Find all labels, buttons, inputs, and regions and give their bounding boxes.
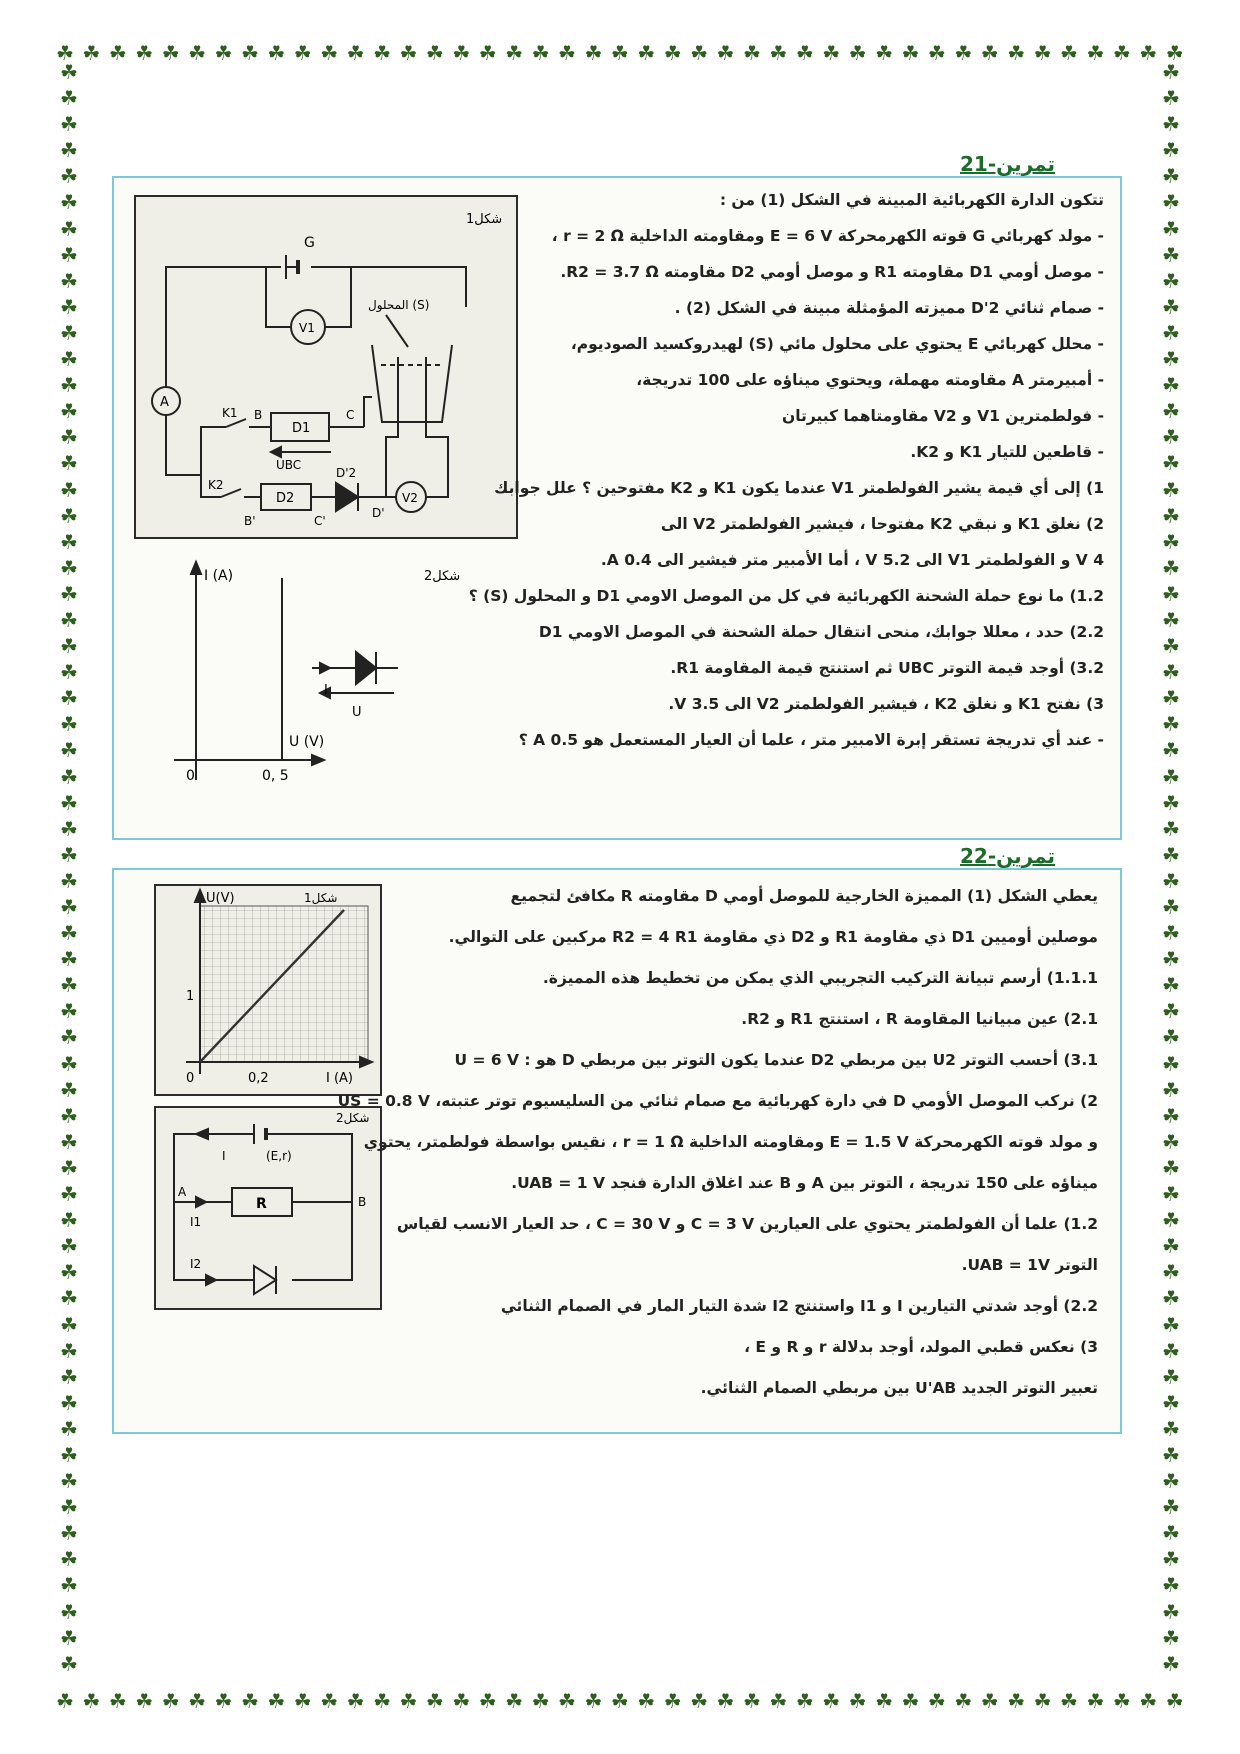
exercise-22-line: التوتر UAB = 1V. — [961, 1256, 1098, 1274]
palm-icon: ☘ — [60, 1599, 78, 1624]
palm-icon: ☘ — [584, 41, 603, 65]
resistor-d1-label: D1 — [292, 421, 311, 436]
graph-y-axis-label: U(V) — [206, 891, 235, 906]
palm-icon: ☘ — [716, 1689, 735, 1713]
resistor-r-label: R — [256, 1196, 267, 1212]
palm-icon: ☘ — [60, 1625, 78, 1650]
palm-icon: ☘ — [1162, 86, 1180, 111]
current-i-label: I — [324, 683, 328, 698]
origin-label: 0 — [186, 768, 195, 784]
voltmeter-1-label: V1 — [299, 321, 315, 335]
palm-icon: ☘ — [1162, 1182, 1180, 1207]
palm-icon: ☘ — [1162, 1077, 1180, 1102]
border-right — [1158, 62, 1184, 1674]
palm-icon: ☘ — [60, 712, 78, 737]
exercise-22-line: 1.1.1) أرسم تبيانة التركيب التجريبي الذي يمكن من تخطيط هذه المميزة. — [542, 969, 1098, 987]
palm-icon: ☘ — [135, 41, 154, 65]
palm-icon: ☘ — [60, 1521, 78, 1546]
palm-icon: ☘ — [1162, 242, 1180, 267]
palm-icon: ☘ — [1162, 268, 1180, 293]
palm-icon: ☘ — [1112, 1689, 1131, 1713]
palm-icon: ☘ — [56, 1689, 74, 1713]
palm-icon: ☘ — [1162, 451, 1180, 476]
exercise-21-line: 3) نفتح K1 و نغلق K2 ، فيشير الفولطمتر V2 الى 3.5 V. — [668, 695, 1104, 713]
palm-icon: ☘ — [1162, 790, 1180, 815]
figure-1-label: شكل1 — [304, 891, 338, 905]
palm-icon: ☘ — [60, 1338, 78, 1363]
palm-icon: ☘ — [795, 1689, 814, 1713]
palm-icon: ☘ — [60, 816, 78, 841]
ammeter-label: A — [160, 395, 169, 410]
exercise-22-line: يعطي الشكل (1) المميزة الخارجية للموصل أومي D مقاومته R مكافئ لتجميع — [510, 887, 1098, 905]
palm-icon: ☘ — [267, 41, 286, 65]
exercise-21-box — [112, 176, 1122, 840]
graph-origin: 0 — [186, 1071, 195, 1086]
circuit-diagram — [136, 197, 516, 537]
palm-icon: ☘ — [293, 1689, 312, 1713]
palm-icon: ☘ — [60, 973, 78, 998]
palm-icon: ☘ — [1162, 555, 1180, 580]
palm-icon: ☘ — [1162, 1364, 1180, 1389]
palm-icon: ☘ — [1162, 1103, 1180, 1128]
exercise-22-line: 3.1) أحسب التوتر U2 بين مربطي D2 عندما يكون التوتر بين مربطي D هو : U = 6 V — [454, 1051, 1098, 1069]
palm-icon: ☘ — [637, 41, 656, 65]
palm-icon: ☘ — [82, 1689, 101, 1713]
exercise-21-line: - موصل أومي D1 مقاومته R1 و موصل أومي D2 مقاومته R2 = 3.7 Ω. — [560, 263, 1104, 281]
palm-icon: ☘ — [1162, 921, 1180, 946]
node-b-label: B — [254, 408, 263, 422]
palm-icon: ☘ — [505, 1689, 524, 1713]
node-c-label: C — [346, 408, 355, 422]
palm-icon: ☘ — [769, 1689, 788, 1713]
palm-icon: ☘ — [558, 41, 576, 65]
palm-icon: ☘ — [60, 242, 78, 267]
exercise-21-line: 3.2) أوجد قيمة التوتر UBC ثم استنتج قيمة المقاومة R1. — [670, 659, 1104, 677]
palm-icon: ☘ — [980, 1689, 999, 1713]
palm-icon: ☘ — [240, 1689, 259, 1713]
palm-icon: ☘ — [60, 660, 78, 685]
palm-icon: ☘ — [1162, 1234, 1180, 1259]
palm-icon: ☘ — [1033, 41, 1052, 65]
border-left — [56, 62, 82, 1674]
palm-icon: ☘ — [346, 41, 365, 65]
palm-icon: ☘ — [60, 1260, 78, 1285]
palm-icon: ☘ — [60, 1495, 78, 1520]
palm-icon: ☘ — [690, 41, 709, 65]
palm-icon: ☘ — [60, 581, 78, 606]
palm-icon: ☘ — [1162, 425, 1180, 450]
palm-icon: ☘ — [1162, 1025, 1180, 1050]
border-bottom — [56, 1688, 1184, 1714]
palm-icon: ☘ — [901, 1689, 920, 1713]
palm-icon: ☘ — [60, 738, 78, 763]
palm-icon: ☘ — [1162, 1625, 1180, 1650]
palm-icon: ☘ — [1162, 607, 1180, 632]
solution-label: المحلول (S) — [368, 298, 430, 312]
palm-icon: ☘ — [82, 41, 101, 65]
exercise-21-line: - أمبيرمتر A مقاومته مهملة، ويحتوي ميناؤه على 100 تدريجة، — [636, 371, 1104, 389]
palm-icon: ☘ — [60, 216, 78, 241]
palm-icon: ☘ — [60, 399, 78, 424]
palm-icon: ☘ — [240, 41, 259, 65]
palm-icon: ☘ — [60, 529, 78, 554]
palm-icon: ☘ — [60, 1208, 78, 1233]
palm-icon: ☘ — [60, 1469, 78, 1494]
exercise-22-figure-2 — [154, 1106, 382, 1310]
exercise-21-figure-2 — [134, 558, 514, 808]
palm-icon: ☘ — [60, 764, 78, 789]
palm-icon: ☘ — [108, 41, 127, 65]
palm-icon: ☘ — [769, 41, 788, 65]
voltage-u-label: U — [352, 705, 362, 720]
palm-icon: ☘ — [60, 268, 78, 293]
palm-icon: ☘ — [610, 1689, 629, 1713]
exercise-21-title: تمرين-21 — [960, 152, 1056, 176]
palm-icon: ☘ — [60, 1155, 78, 1180]
palm-icon: ☘ — [60, 164, 78, 189]
palm-icon: ☘ — [60, 1573, 78, 1598]
palm-icon: ☘ — [60, 1286, 78, 1311]
exercise-22-line: و مولد قوته الكهرمحركة E = 1.5 V ومقاومته الداخلية r = 1 Ω ، نقيس بواسطة فولطمتر، يحتوي — [363, 1133, 1098, 1151]
node-a-label: A — [178, 1185, 187, 1199]
palm-icon: ☘ — [60, 555, 78, 580]
palm-icon: ☘ — [399, 41, 418, 65]
graph-y-tick: 1 — [186, 989, 195, 1004]
palm-icon: ☘ — [1162, 373, 1180, 398]
palm-icon: ☘ — [795, 41, 814, 65]
palm-icon: ☘ — [1162, 1416, 1180, 1441]
palm-icon: ☘ — [60, 1129, 78, 1154]
current-i-label: I — [222, 1149, 226, 1163]
exercise-22-line: موصلين أوميين D1 ذي مقاومة R1 و D2 ذي مقاومة R2 = 4 R1 مركبين على التوالي. — [448, 928, 1098, 946]
generator-label: G — [304, 235, 315, 251]
palm-icon: ☘ — [60, 451, 78, 476]
palm-icon: ☘ — [60, 503, 78, 528]
exercise-22-line: 2.2) أوجد شدتي التيارين I و I1 واستنتج I2 شدة التيار المار في الصمام الثنائي — [500, 1297, 1098, 1315]
palm-icon: ☘ — [1162, 1338, 1180, 1363]
palm-icon: ☘ — [1162, 60, 1180, 84]
palm-icon: ☘ — [505, 41, 524, 65]
palm-icon: ☘ — [663, 1689, 682, 1713]
palm-icon: ☘ — [373, 1689, 391, 1713]
palm-icon: ☘ — [60, 1416, 78, 1441]
palm-icon: ☘ — [60, 1051, 78, 1076]
palm-icon: ☘ — [188, 41, 207, 65]
palm-icon: ☘ — [1162, 842, 1180, 867]
palm-icon: ☘ — [60, 294, 78, 319]
palm-icon: ☘ — [60, 60, 78, 84]
palm-icon: ☘ — [1162, 1442, 1180, 1467]
palm-icon: ☘ — [531, 1689, 550, 1713]
palm-icon: ☘ — [1165, 41, 1184, 65]
palm-icon: ☘ — [60, 947, 78, 972]
palm-icon: ☘ — [1162, 1208, 1180, 1233]
palm-icon: ☘ — [1162, 1286, 1180, 1311]
palm-icon: ☘ — [1162, 634, 1180, 659]
palm-icon: ☘ — [60, 1025, 78, 1050]
exercise-22-figure-1 — [154, 884, 382, 1096]
palm-icon: ☘ — [742, 41, 761, 65]
figure-2-label: شكل2 — [424, 569, 461, 584]
palm-icon: ☘ — [60, 112, 78, 137]
palm-icon: ☘ — [1139, 1689, 1158, 1713]
palm-icon: ☘ — [1162, 320, 1180, 345]
diode-label: D'2 — [336, 466, 357, 480]
exercise-21-line: - مولد كهربائي G قوته الكهرمحركة E = 6 V ومقاومته الداخلية r = 2 Ω ، — [551, 227, 1104, 245]
palm-icon: ☘ — [425, 41, 444, 65]
characteristic-graph — [156, 886, 380, 1094]
palm-icon: ☘ — [60, 1364, 78, 1389]
palm-icon: ☘ — [742, 1689, 761, 1713]
palm-icon: ☘ — [1162, 190, 1180, 215]
palm-icon: ☘ — [1162, 1260, 1180, 1285]
palm-icon: ☘ — [901, 41, 920, 65]
node-b2-label: B' — [244, 514, 256, 528]
node-c2-label: C' — [314, 514, 326, 528]
palm-icon: ☘ — [1162, 1651, 1180, 1676]
palm-icon: ☘ — [320, 1689, 339, 1713]
palm-icon: ☘ — [1139, 41, 1158, 65]
exercise-21-line: - صمام ثنائي D'2 مميزته المؤمثلة مبينة في الشكل (2) . — [674, 299, 1104, 317]
palm-icon: ☘ — [1162, 347, 1180, 372]
palm-icon: ☘ — [663, 41, 682, 65]
palm-icon: ☘ — [1162, 1469, 1180, 1494]
palm-icon: ☘ — [822, 41, 841, 65]
palm-icon: ☘ — [1162, 999, 1180, 1024]
palm-icon: ☘ — [293, 41, 312, 65]
resistor-d2-label: D2 — [276, 491, 295, 506]
palm-icon: ☘ — [1162, 164, 1180, 189]
node-b-label: B — [358, 1195, 367, 1209]
palm-icon: ☘ — [1162, 503, 1180, 528]
figure-2-label: شكل2 — [336, 1111, 370, 1125]
exercise-21-line: - محلل كهربائي E يحتوي على محلول مائي (S) لهيدروكسيد الصوديوم، — [570, 335, 1104, 353]
palm-icon: ☘ — [980, 41, 999, 65]
palm-icon: ☘ — [1162, 1495, 1180, 1520]
palm-icon: ☘ — [452, 41, 471, 65]
exercise-22-line: 1.2) علما أن الفولطمتر يحتوي على العيارين C = 3 V و C = 30 V ، حد العيار الانسب لقياس — [396, 1215, 1098, 1233]
palm-icon: ☘ — [584, 1689, 603, 1713]
exercise-22-line: 2.1) عين مبيانيا المقاومة R ، استنتج R1 و R2. — [741, 1010, 1098, 1028]
exercise-21-line: 1) إلى أي قيمة يشير الفولطمتر V1 عندما يكون K1 و K2 مفتوحين ؟ علل جوابك — [494, 479, 1104, 497]
voltmeter-2-label: V2 — [402, 491, 418, 505]
palm-icon: ☘ — [1086, 41, 1105, 65]
exercise-21-line: - قاطعين للتيار K1 و K2. — [910, 443, 1104, 461]
palm-icon: ☘ — [214, 41, 233, 65]
palm-icon: ☘ — [1162, 138, 1180, 163]
palm-icon: ☘ — [1162, 895, 1180, 919]
palm-icon: ☘ — [1162, 112, 1180, 137]
palm-icon: ☘ — [822, 1689, 841, 1713]
palm-icon: ☘ — [60, 999, 78, 1024]
border-top — [56, 40, 1184, 66]
palm-icon: ☘ — [610, 41, 629, 65]
figure-2-y-axis-label: I (A) — [204, 568, 234, 584]
palm-icon: ☘ — [927, 41, 946, 65]
palm-icon: ☘ — [60, 868, 78, 893]
palm-icon: ☘ — [1033, 1689, 1052, 1713]
palm-icon: ☘ — [60, 1077, 78, 1102]
palm-icon: ☘ — [954, 41, 973, 65]
palm-icon: ☘ — [875, 1689, 894, 1713]
palm-icon: ☘ — [848, 1689, 867, 1713]
palm-icon: ☘ — [1162, 947, 1180, 972]
exercise-21-line: 2) نغلق K1 و نبقي K2 مفتوحا ، فيشير الفولطمتر V2 الى — [660, 515, 1104, 533]
palm-icon: ☘ — [60, 190, 78, 215]
palm-icon: ☘ — [1162, 216, 1180, 241]
palm-icon: ☘ — [1162, 686, 1180, 711]
node-d2-label: D' — [372, 506, 385, 520]
palm-icon: ☘ — [161, 1689, 180, 1713]
exercise-21-line: - فولطمترين V1 و V2 مقاومتاهما كبيرتان — [781, 407, 1104, 425]
palm-icon: ☘ — [1165, 1689, 1184, 1713]
palm-icon: ☘ — [346, 1689, 365, 1713]
palm-icon: ☘ — [399, 1689, 418, 1713]
palm-icon: ☘ — [1162, 816, 1180, 841]
palm-icon: ☘ — [1162, 764, 1180, 789]
palm-icon: ☘ — [373, 41, 391, 65]
palm-icon: ☘ — [452, 1689, 471, 1713]
palm-icon: ☘ — [1162, 1390, 1180, 1415]
palm-icon: ☘ — [1060, 41, 1078, 65]
palm-icon: ☘ — [848, 41, 867, 65]
figure-1-label: شكل1 — [466, 212, 503, 227]
palm-icon: ☘ — [1060, 1689, 1078, 1713]
current-i2-label: I2 — [190, 1257, 202, 1271]
palm-icon: ☘ — [60, 1547, 78, 1572]
palm-icon: ☘ — [161, 41, 180, 65]
palm-icon: ☘ — [1162, 1547, 1180, 1572]
palm-icon: ☘ — [60, 1182, 78, 1207]
palm-icon: ☘ — [1162, 477, 1180, 502]
palm-icon: ☘ — [267, 1689, 286, 1713]
palm-icon: ☘ — [1162, 1599, 1180, 1624]
exercise-21-figure-1 — [134, 195, 518, 539]
palm-icon: ☘ — [60, 373, 78, 398]
palm-icon: ☘ — [60, 1312, 78, 1337]
palm-icon: ☘ — [531, 41, 550, 65]
palm-icon: ☘ — [478, 1689, 497, 1713]
exercise-21-line: 2.2) حدد ، معللا جوابك، منحى انتقال حملة الشحنة في الموصل الاومي D1 — [538, 623, 1104, 641]
palm-icon: ☘ — [135, 1689, 154, 1713]
figure-2-x-axis-label: U (V) — [289, 734, 325, 750]
exercise-22-line: 3) نعكس قطبي المولد، أوجد بدلالة r و R و E ، — [744, 1338, 1098, 1356]
palm-icon: ☘ — [1162, 660, 1180, 685]
graph-x-axis-label: I (A) — [326, 1071, 354, 1086]
exercise-22-line: تعبير التوتر الجديد U'AB بين مربطي الصمام الثنائي. — [700, 1379, 1098, 1397]
palm-icon: ☘ — [60, 1651, 78, 1676]
palm-icon: ☘ — [1162, 399, 1180, 424]
palm-icon: ☘ — [188, 1689, 207, 1713]
source-label: (E,r) — [266, 1149, 292, 1163]
palm-icon: ☘ — [1162, 1051, 1180, 1076]
palm-icon: ☘ — [1162, 1521, 1180, 1546]
palm-icon: ☘ — [1162, 581, 1180, 606]
palm-icon: ☘ — [60, 320, 78, 345]
palm-icon: ☘ — [478, 41, 497, 65]
exercise-21-line: 4 V و الفولطمتر V1 الى 5.2 V ، أما الأمبير متر فيشير الى 0.4 A. — [600, 551, 1104, 569]
palm-icon: ☘ — [927, 1689, 946, 1713]
palm-icon: ☘ — [320, 41, 339, 65]
palm-icon: ☘ — [637, 1689, 656, 1713]
palm-icon: ☘ — [558, 1689, 576, 1713]
palm-icon: ☘ — [1112, 41, 1131, 65]
exercise-21-line: تتكون الدارة الكهربائية المبينة في الشكل (1) من : — [719, 191, 1104, 209]
palm-icon: ☘ — [60, 86, 78, 111]
palm-icon: ☘ — [56, 41, 74, 65]
palm-icon: ☘ — [60, 842, 78, 867]
palm-icon: ☘ — [214, 1689, 233, 1713]
exercise-21-line: 1.2) ما نوع حملة الشحنة الكهربائية في كل من الموصل الاومي D1 و المحلول (S) ؟ — [468, 587, 1104, 605]
palm-icon: ☘ — [60, 1103, 78, 1128]
palm-icon: ☘ — [1162, 1573, 1180, 1598]
graph-x-tick: 0,2 — [248, 1071, 269, 1086]
exercise-21-line: - عند أي تدريجة تستقر إبرة الامبير متر ، علما أن العيار المستعمل هو 0.5 A ؟ — [518, 731, 1104, 749]
switch-k2-label: K2 — [208, 478, 224, 492]
exercise-22-line: 2) نركب الموصل الأومي D في دارة كهربائية مع صمام ثنائي من السليسيوم توتر عتبته، US = 0.8 V — [337, 1092, 1098, 1110]
palm-icon: ☘ — [60, 1390, 78, 1415]
current-i1-label: I1 — [190, 1215, 202, 1229]
palm-icon: ☘ — [60, 790, 78, 815]
palm-icon: ☘ — [60, 425, 78, 450]
palm-icon: ☘ — [1086, 1689, 1105, 1713]
palm-icon: ☘ — [60, 1442, 78, 1467]
palm-icon: ☘ — [716, 41, 735, 65]
palm-icon: ☘ — [60, 634, 78, 659]
palm-icon: ☘ — [60, 921, 78, 946]
exercise-22-title: تمرين-22 — [960, 844, 1056, 868]
palm-icon: ☘ — [60, 347, 78, 372]
palm-icon: ☘ — [1162, 712, 1180, 737]
exercise-21-text — [468, 182, 1104, 758]
palm-icon: ☘ — [60, 1234, 78, 1259]
palm-icon: ☘ — [425, 1689, 444, 1713]
switch-k1-label: K1 — [222, 406, 238, 420]
palm-icon: ☘ — [1162, 1312, 1180, 1337]
palm-icon: ☘ — [60, 895, 78, 919]
palm-icon: ☘ — [954, 1689, 973, 1713]
palm-icon: ☘ — [1162, 868, 1180, 893]
palm-icon: ☘ — [60, 607, 78, 632]
palm-icon: ☘ — [1162, 738, 1180, 763]
x-tick-label: 0, 5 — [262, 768, 289, 784]
voltage-ubc-label: UBC — [276, 458, 302, 472]
palm-icon: ☘ — [1162, 294, 1180, 319]
palm-icon: ☘ — [875, 41, 894, 65]
palm-icon: ☘ — [60, 477, 78, 502]
palm-icon: ☘ — [690, 1689, 709, 1713]
palm-icon: ☘ — [1162, 529, 1180, 554]
exercise-22-box — [112, 868, 1122, 1434]
palm-icon: ☘ — [60, 686, 78, 711]
palm-icon: ☘ — [108, 1689, 127, 1713]
palm-icon: ☘ — [60, 138, 78, 163]
circuit-diagram-2 — [156, 1108, 380, 1308]
palm-icon: ☘ — [1162, 1155, 1180, 1180]
palm-icon: ☘ — [1162, 1129, 1180, 1154]
palm-icon: ☘ — [1007, 1689, 1026, 1713]
exercise-22-line: ميناؤه على 150 تدريجة ، التوتر بين A و B عند اغلاق الدارة فنجد UAB = 1 V. — [511, 1174, 1098, 1192]
palm-icon: ☘ — [1162, 973, 1180, 998]
palm-icon: ☘ — [1007, 41, 1026, 65]
